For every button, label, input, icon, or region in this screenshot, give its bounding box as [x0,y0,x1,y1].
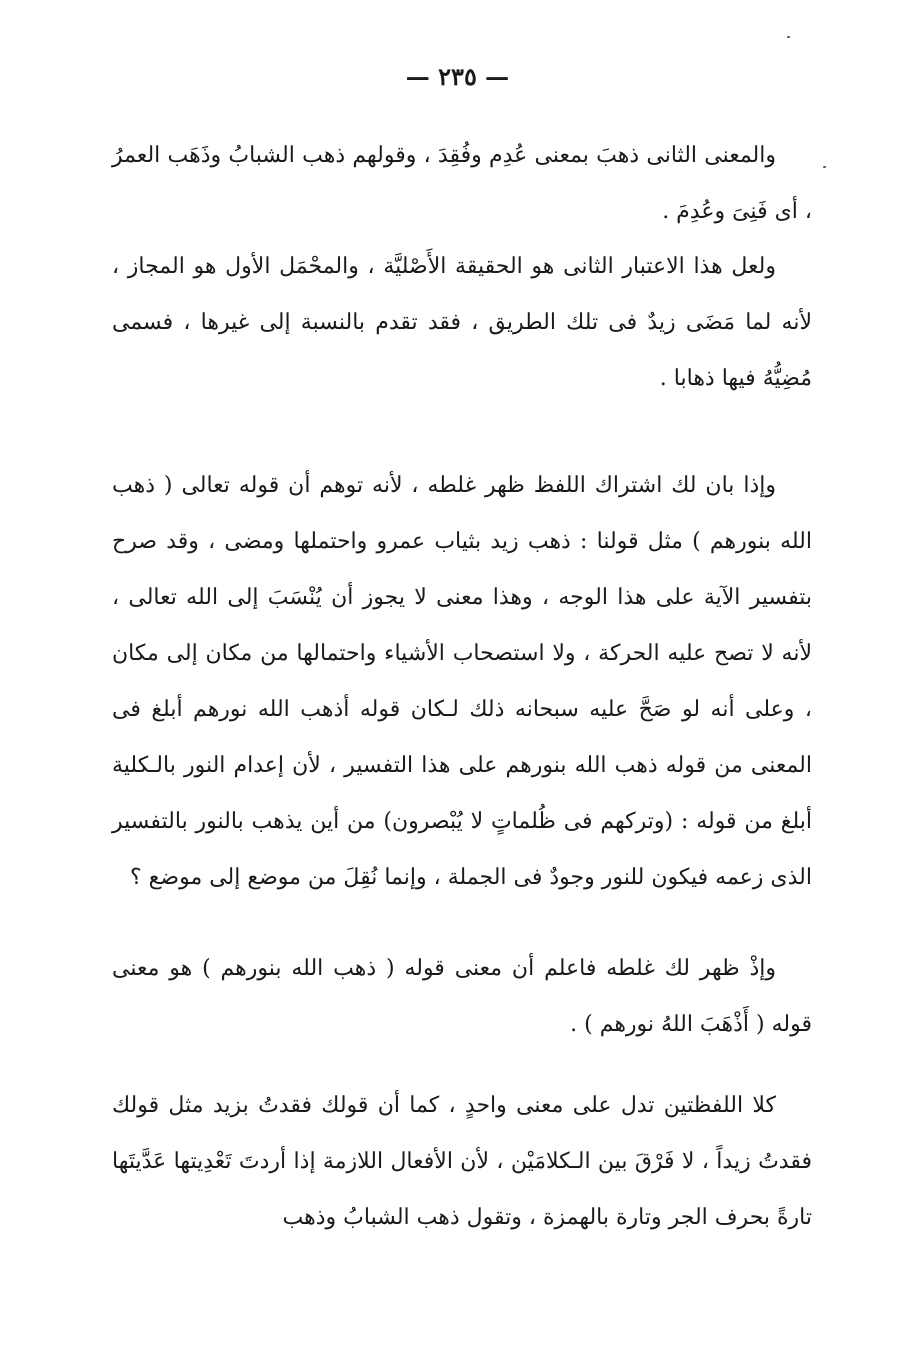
scan-speck [823,166,826,168]
scan-speck [787,36,790,38]
paragraph-4: وإذْ ظهر لك غلطه فاعلم أن معنى قوله ( ذهب الله بنورهم ) هو معنى قوله ( أَذْهَبَ اللهُ نورهم ) . [112,956,812,1037]
paragraph-1: والمعنى الثانى ذهبَ بمعنى عُدِم وفُقِدَ ، وقولهم ذهب الشبابُ وذَهَب العمرُ ، أى فَنِىَ وعُدِمَ . [112,143,812,224]
paragraph-2: ولعل هذا الاعتبار الثانى هو الحقيقة الأَصْليَّة ، والمحْمَل الأول هو المجاز ، لأنه لما مَضَى زيدٌ فى تلك الطريق ، فقد تقدم بالنسبة إلى غيرها ، فسمى مُضِيُّهُ فيها ذهابا . [112,254,812,391]
paragraph-5: كلا اللفظتين تدل على معنى واحدٍ ، كما أن قولك فقدتُ بزيد مثل قولك فقدتُ زيداً ، لا فَرْقَ بين الـكلامَيْن ، لأن الأفعال اللازمة إذا أردتَ تَعْدِيتها عَدَّيتَها تارةً بحرف الجر وتارة بالهمزة ، وتقول ذهب الشبابُ وذهب [112,1093,812,1230]
paragraph-3: وإذا بان لك اشتراك اللفظ ظهر غلطه ، لأنه توهم أن قوله تعالى ( ذهب الله بنورهم ) مثل قولنا : ذهب زيد بثياب عمرو واحتملها ومضى ، وقد صرح بتفسير الآية على هذا الوجه ، وهذا معنى لا يجوز أن يُنْسَبَ إلى الله تعالى ، لأنه لا تصح عليه الحركة ، ولا استصحاب الأشياء واحتمالها من مكان إلى مكان ، وعلى أنه لو صَحَّ عليه سبحانه ذلك لـكان قوله أذهب الله نورهم أبلغ فى المعنى من قوله ذهب الله بنورهم على هذا التفسير ، لأن إعدام النور بالـكلية أبلغ من قوله : (وتركهم فى ظُلماتٍ لا يُبْصرون) من أين يذهب بالنور بالتفسير الذى زعمه فيكون للنور وجودٌ فى الجملة ، وإنما نُقِلَ من موضع إلى موضع ؟ [112,473,813,890]
page-number: — ٢٣٥ — [405,62,510,91]
